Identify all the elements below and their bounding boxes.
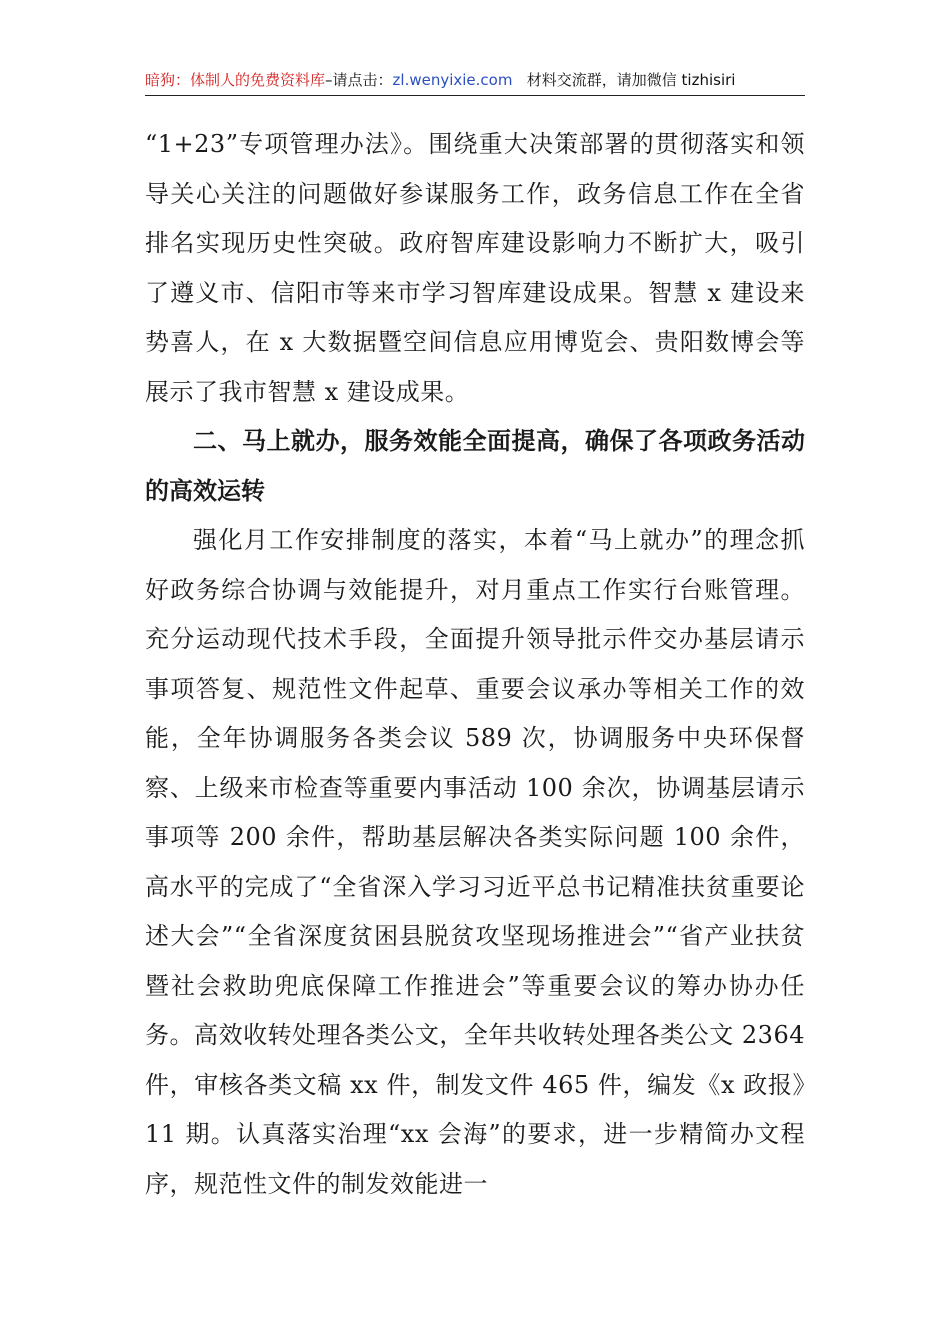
- page-header: [145, 66, 805, 94]
- section-heading-2: 二、马上就办，服务效能全面提高，确保了各项政务活动的高效运转: [145, 427, 805, 505]
- header-url-link[interactable]: zl.wenyixie.com: [392, 71, 513, 89]
- document-body: [145, 120, 805, 1209]
- header-group-text: 材料交流群，请加微信 tizhisiri: [526, 71, 736, 89]
- header-click-label: –请点击：: [325, 71, 393, 89]
- header-divider: [145, 95, 805, 96]
- header-brand: 暗狗：体制人的免费资料库: [145, 71, 326, 89]
- paragraph-section-2: 强化月工作安排制度的落实，本着“马上就办”的理念抓好政务综合协调与效能提升，对月重点工作实行台账管理。充分运动现代技术手段，全面提升领导批示件交办基层请示事项答复、规范性文件起草、重要会议承办等相关工作的效能，全年协调服务各类会议 589 次，协调服务中央环保督察、上级来市检查等重要内事活动 100 余次，协调基层请示事项等 200 余件，帮助基层解决各类实际问题 100 余件，高水平的完成了“全省深入学习习近平总书记精准扶贫重要论述大会”“全省深度贫困县脱贫攻坚现场推进会”“省产业扶贫暨社会救助兜底保障工作推进会”等重要会议的筹办协办任务。高效收转处理各类公文，全年共收转处理各类公文 2364 件，审核各类文稿 xx 件，制发文件 465 件，编发《x 政报》11 期。认真落实治理“xx 会海”的要求，进一步精简办文程序，规范性文件的制发效能进一: [145, 526, 805, 1198]
- paragraph-continuation: “1+23”专项管理办法》。围绕重大决策部署的贯彻落实和领导关心关注的问题做好参谋服务工作，政务信息工作在全省排名实现历史性突破。政府智库建设影响力不断扩大，吸引了遵义市、信阳市等来市学习智库建设成果。智慧 x 建设来势喜人，在 x 大数据暨空间信息应用博览会、贵阳数博会等展示了我市智慧 x 建设成果。: [145, 130, 805, 406]
